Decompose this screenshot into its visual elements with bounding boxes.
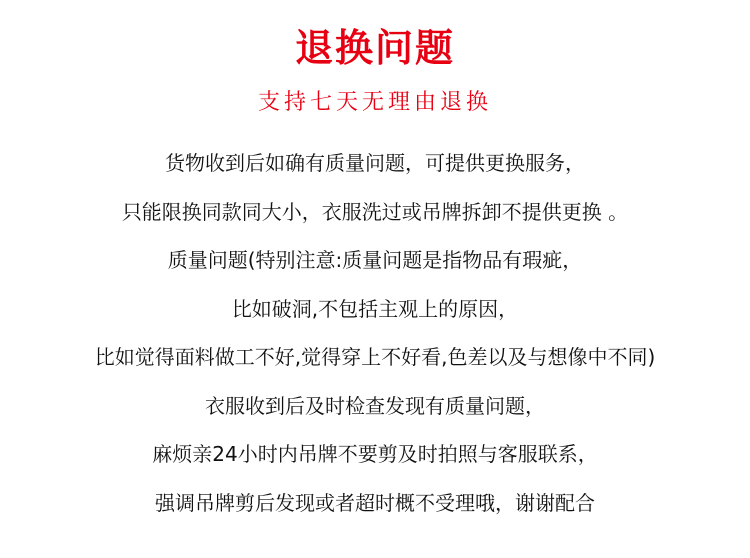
page-subtitle: 支持七天无理由退换 [257, 90, 492, 115]
policy-line: 货物收到后如确有质量问题，可提供更换服务， [165, 151, 585, 175]
policy-line: 比如破洞,不包括主观上的原因， [231, 296, 519, 321]
policy-line: 衣服收到后及时检查发现有质量问题， [205, 393, 545, 418]
policy-line: 质量问题(特别注意:质量问题是指物品有瑕疵， [167, 248, 583, 272]
policy-line: 强调吊牌剪后发现或者超时概不受理哦，谢谢配合 [155, 490, 595, 515]
policy-text [0, 147, 750, 535]
policy-line: 只能限换同款同大小，衣服洗过或吊牌拆卸不提供更换 。 [121, 199, 629, 224]
policy-line: 麻烦亲24小时内吊牌不要剪及时拍照与客服联系， [152, 442, 598, 466]
policy-line: 比如觉得面料做工不好,觉得穿上不好看,色差以及与想像中不同) [94, 345, 656, 369]
page-title: 退换问题 [294, 26, 455, 70]
